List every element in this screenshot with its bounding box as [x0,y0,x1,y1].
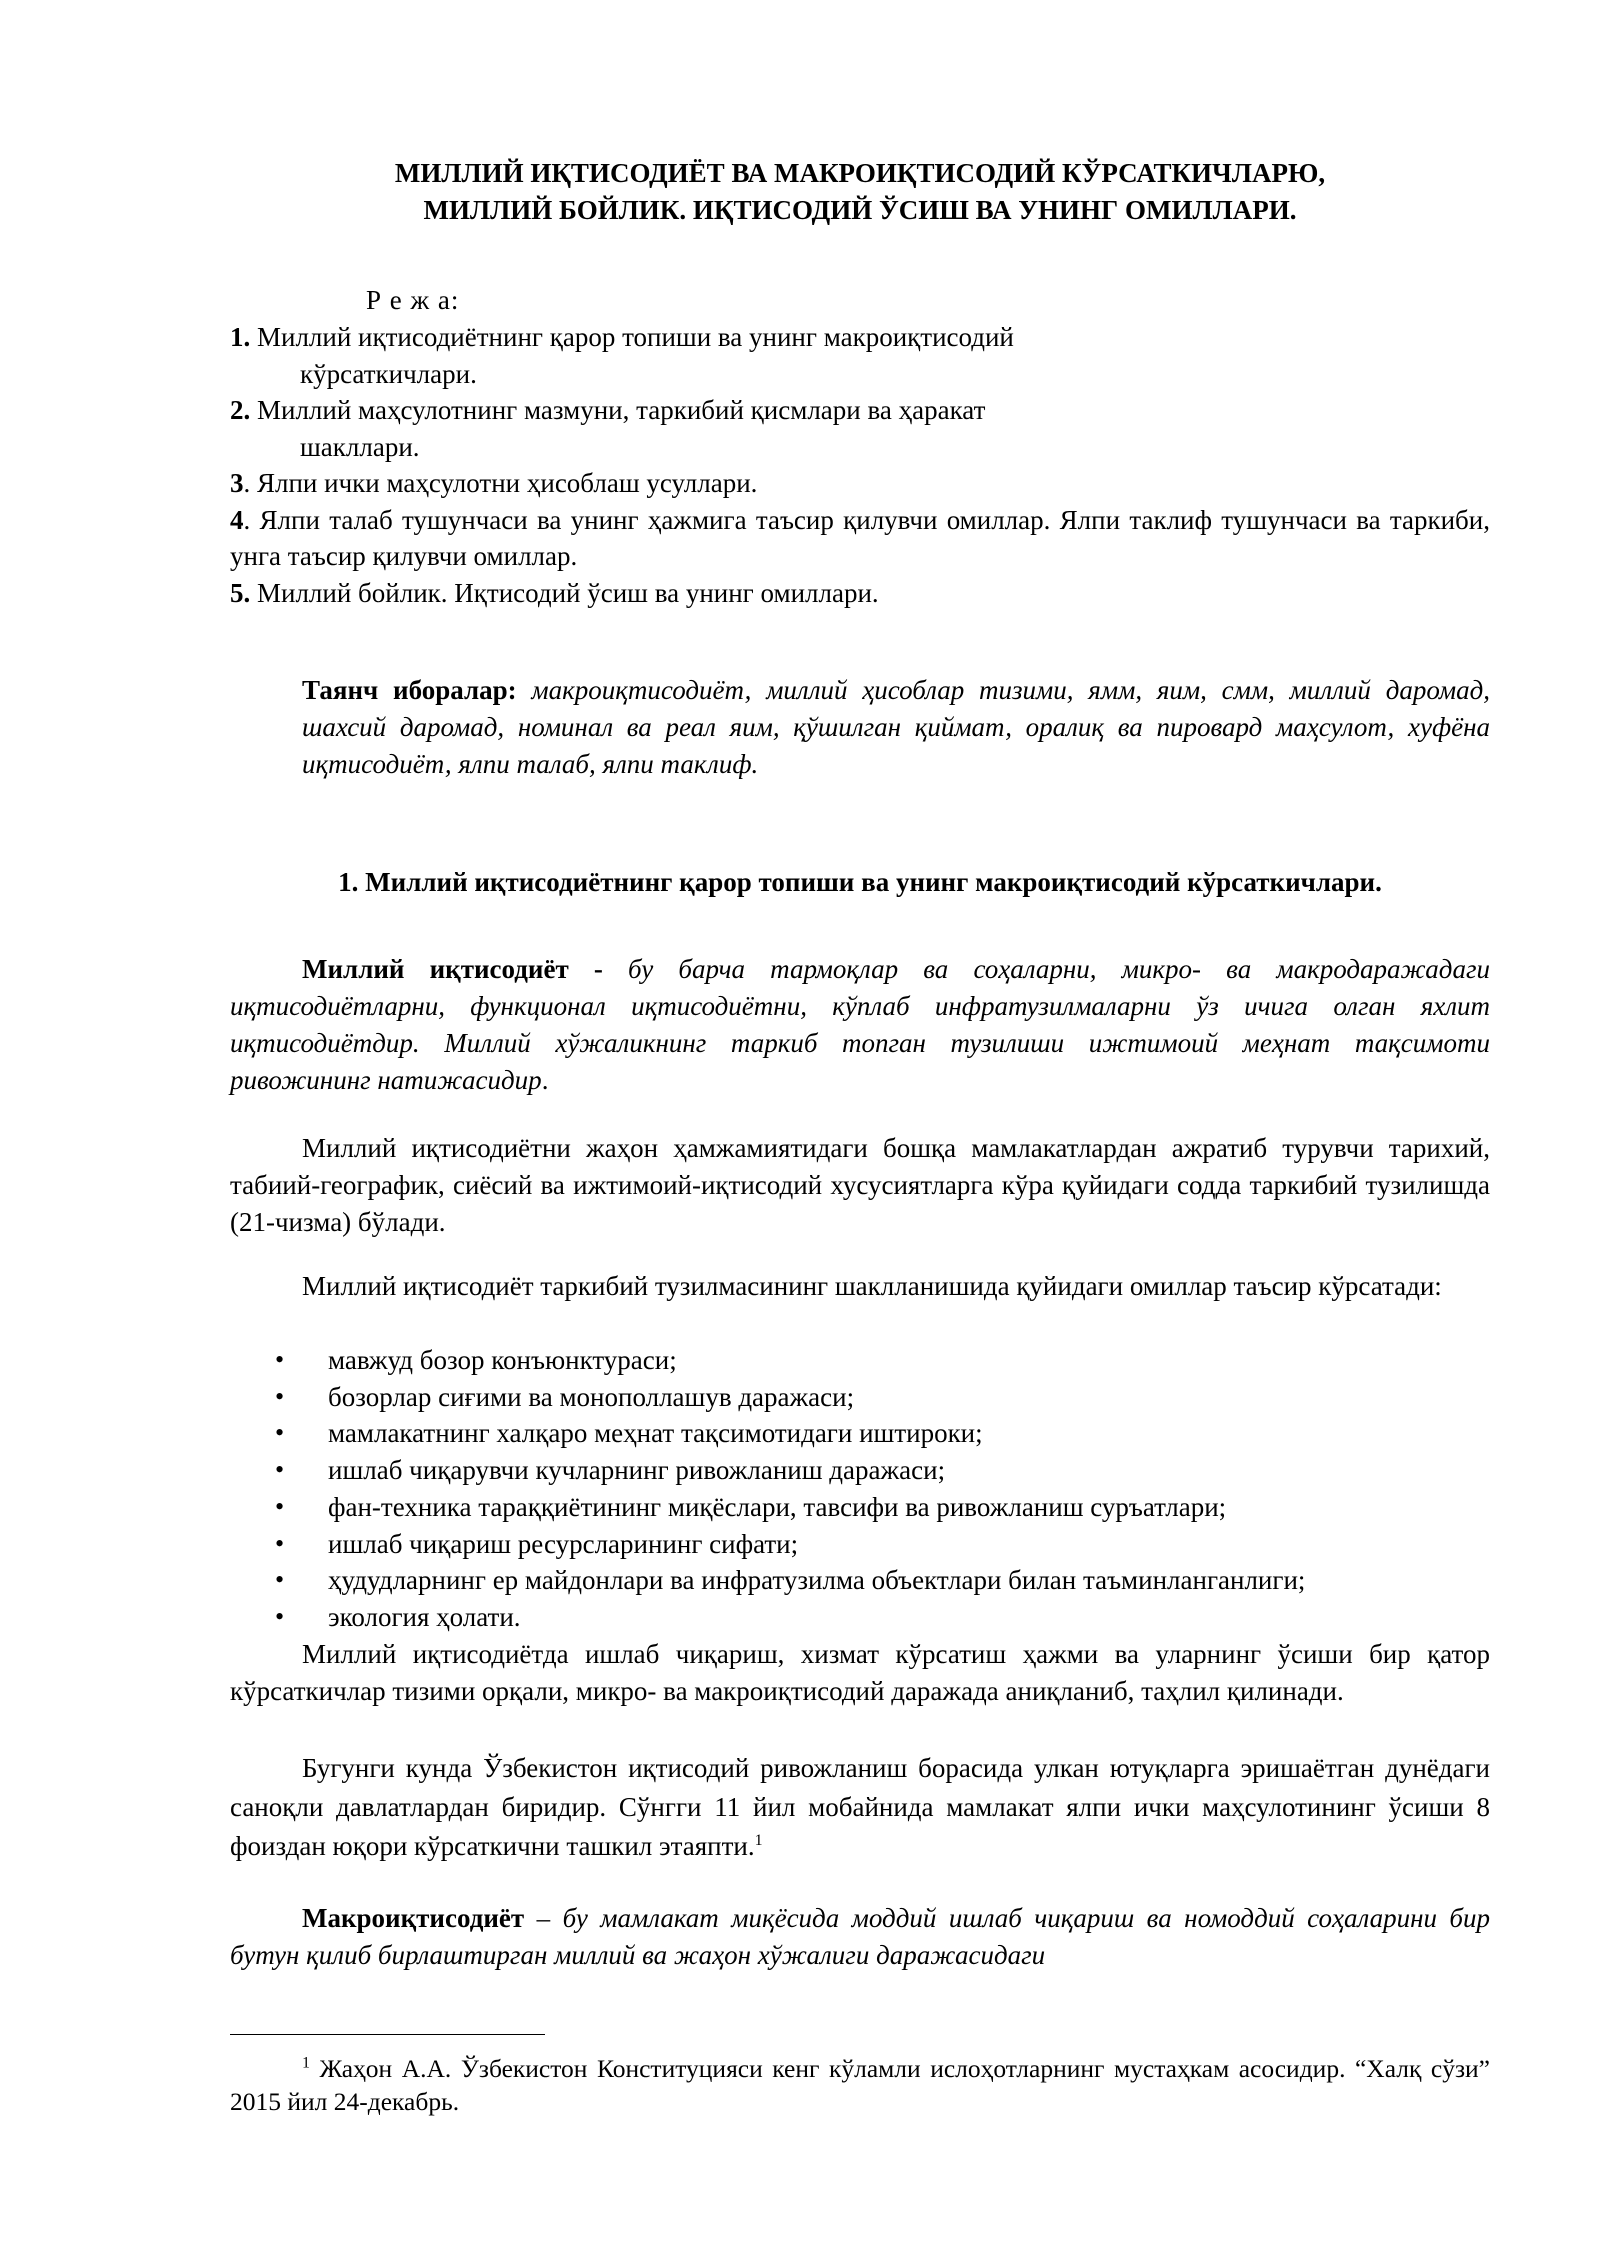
paragraph-macroeconomics [230,1900,1490,1974]
list-item [230,1489,1490,1526]
list-item [230,1379,1490,1416]
list-item-text: экология ҳолати. [328,1601,521,1632]
plan-item [230,575,1490,612]
keywords-text: макроиқтисодиёт, миллий ҳисоблар тизими, ямм, яим, смм, миллий даромад, шахсий даромад, номинал ва реал яим, қўшилган қиймат, оралиқ ва пировард маҳсулот, хуфёна иқтисодиёт, ялпи талаб, ялпи таклиф. [302,675,1490,779]
keywords-label: Таянч иборалар: [302,675,517,705]
footnote-number: 1 [302,2054,310,2072]
plan-item-text: Миллий иқтисодиётнинг қарор топиши ва унинг макроиқтисодий [250,322,1014,352]
paragraph: Миллий иқтисодиётда ишлаб чиқариш, хизмат кўрсатиш ҳажми ва уларнинг ўсиши бир қатор кўрсаткичлар тизими орқали, микро- ва макроиқтисодий даражада аниқланиб, таҳлил қилинади. [230,1639,1490,1706]
term-dash: - [568,954,629,984]
paragraph: Миллий иқтисодиёт таркибий тузилмасининг шаклланишида қуйидаги омиллар таъсир кўрсатади: [302,1271,1442,1301]
list-item [230,1599,1490,1636]
plan-item-continuation: кўрсаткичлари. [300,358,477,389]
plan-item-text: . Ялпи талаб тушунчаси ва унинг ҳажмига таъсир қилувчи омиллар. Ялпи таклиф тушунчаси ва таркиби, унга таъсир қилувчи омиллар. [230,504,1490,571]
title-line-1: МИЛЛИЙ ИҚТИСОДИЁТ ВА МАКРОИҚТИСОДИЙ КЎРСАТКИЧЛАРЮ, [394,158,1326,188]
plan-item [230,465,1490,502]
plan-item-text: . Ялпи ички маҳсулотни ҳисоблаш усуллари. [243,468,758,498]
plan-item [230,392,1490,465]
plan-item-text: Миллий маҳсулотнинг мазмуни, таркибий қисмлари ва ҳаракат [250,395,986,425]
footnote-reference: 1 [754,1832,763,1849]
definition-text: бу барча тармоқлар ва соҳаларни, микро- ва макродаражадаги иқтисодиётларни, функционал иқтисодиётни, кўплаб инфратузилмаларни ўз ичига олган яхлит иқтисодиётдир. Миллий хўжаликнинг таркиб топган тузилиши ижтимоий меҳнат тақсимоти ривожининг натижасидир [230,954,1490,1095]
list-item-text: фан-техника тараққиётининг миқёслари, тавсифи ва ривожланиш суръатлари; [328,1491,1227,1522]
paragraph: Миллий иқтисодиётни жаҳон ҳамжамиятидаги бошқа мамлакатлардан ажратиб турувчи тарихий, табиий-географик, сиёсий ва ижтимоий-иқтисодий хусусиятларга кўра қуйидаги содда таркибий тузилишда (21-чизма) бўлади. [230,1133,1490,1237]
plan-item-number: 4 [230,504,244,535]
definition-end: . [541,1065,549,1095]
plan-item-number: 5. [230,577,251,608]
term-dash: – [524,1903,563,1933]
list-item-text: ҳудудларнинг ер майдонлари ва инфратузилма объектлари билан таъминланганлиги; [328,1565,1306,1596]
plan-item-number: 1. [230,322,251,352]
paragraph-definition [230,951,1490,1099]
list-item [230,1452,1490,1489]
bullet-icon: • [275,1491,285,1521]
section-heading: 1. Миллий иқтисодиётнинг қарор топиши ва унинг макроиқтисодий кўрсаткичлари. [338,867,1382,897]
plan-heading: Р е ж а: [366,285,460,315]
footnote [230,2052,1490,2118]
term-macroeconomics: Макроиқтисодиёт [302,1903,525,1933]
paragraph-uzbekistan [230,1749,1490,1866]
bullet-icon: • [275,1565,285,1595]
list-item-text: мавжуд бозор конъюнктураси; [328,1345,677,1375]
definition-text: бу мамлакат миқёсида моддий ишлаб чиқариш ва номоддий соҳаларини бир бутун қилиб бирлаштирган миллий ва жаҳон хўжалиги даражасидаги [230,1903,1491,1970]
bullet-icon: • [275,1528,285,1558]
term-national-economy: Миллий иқтисодиёт [302,954,569,984]
plan-list [230,319,1490,611]
list-item-text: ишлаб чиқарувчи кучларнинг ривожланиш даражаси; [328,1455,946,1486]
list-item-text: бозорлар сиғими ва монополлашув даражаси; [328,1381,855,1412]
plan-item-number: 3 [230,468,244,498]
bullet-icon: • [275,1601,285,1631]
title-line-2: МИЛЛИЙ БОЙЛИК. ИҚТИСОДИЙ ЎСИШ ВА УНИНГ ОМИЛЛАРИ. [423,195,1297,225]
list-item [230,1415,1490,1452]
plan-item [230,319,1490,392]
list-item-text: ишлаб чиқариш ресурсларининг сифати; [328,1528,799,1559]
footnote-text: Жаҳон А.А. Ўзбекистон Конституцияси кенг кўламли ислоҳотларнинг мустаҳкам асосидир. “Халқ сўзи” 2015 йил 24-декабрь. [230,2054,1490,2116]
plan-item-text: Миллий бойлик. Иқтисодий ўсиш ва унинг омиллари. [250,577,879,608]
plan-item-number: 2. [230,395,251,425]
list-item-text: мамлакатнинг халқаро меҳнат тақсимотидаги иштироки; [328,1418,983,1449]
document-title [230,155,1490,229]
bullet-icon: • [275,1418,285,1448]
list-item [230,1342,1490,1379]
plan-item [230,502,1490,575]
bullet-icon: • [275,1455,285,1485]
list-item [230,1526,1490,1563]
paragraph-text: Бугунги кунда Ўзбекистон иқтисодий ривожланиш борасида улкан ютуқларга эришаётган дунёдаги саноқли давлатлардан биридир. Сўнгги 11 йил мобайнида мамлакат ялпи ички маҳсулотининг ўсиши 8 фоиздан юқори кўрсаткични ташкил этаяпти. [230,1753,1490,1861]
keywords-block [302,672,1490,783]
bullet-icon: • [275,1345,285,1374]
factors-list [230,1342,1490,1636]
list-item [230,1562,1490,1599]
footnote-separator [230,2034,545,2035]
plan-item-continuation: шакллари. [300,431,420,462]
bullet-icon: • [275,1381,285,1411]
